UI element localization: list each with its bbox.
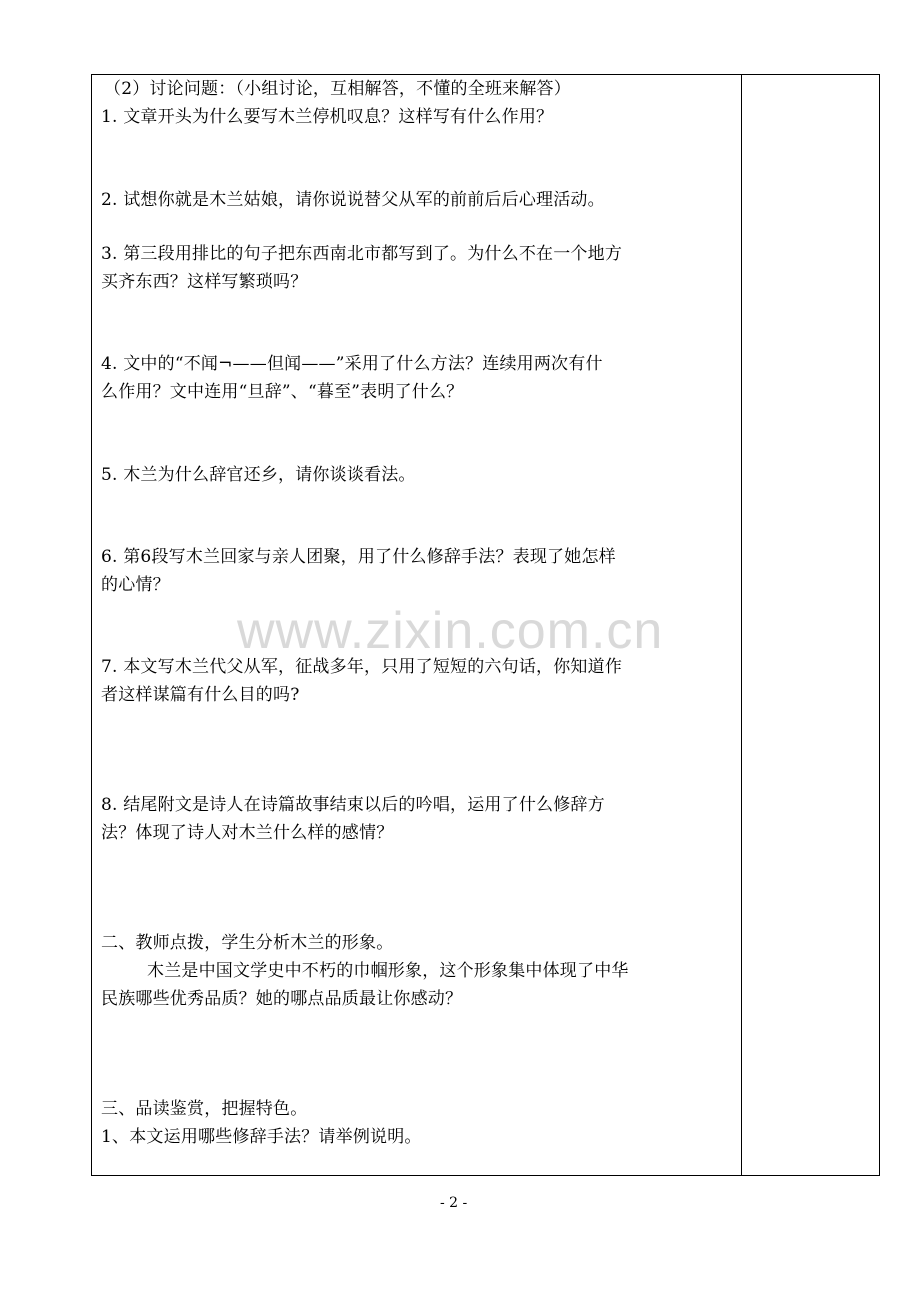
section-three-heading: 三、品读鉴赏，把握特色。	[101, 1099, 308, 1119]
watermark: www.zixin.com.cn	[237, 602, 664, 660]
page-number: - 2 -	[440, 1195, 468, 1211]
question-7-line-2: 者这样谋篇有什么目的吗?	[101, 685, 300, 705]
discussion-header: （2）讨论问题：（小组讨论，互相解答，不懂的全班来解答）	[104, 79, 571, 99]
question-4-line-1: 4. 文中的“不闻¬——但闻——”采用了什么方法？连续用两次有什	[101, 354, 603, 374]
question-7-line-1: 7. 本文写木兰代父从军，征战多年，只用了短短的六句话，你知道作	[101, 657, 623, 677]
question-6-line-1: 6. 第6段写木兰回家与亲人团聚，用了什么修辞手法？表现了她怎样	[101, 547, 616, 567]
question-4-line-2: 么作用？文中连用“旦辞”、“暮至”表明了什么？	[101, 382, 464, 402]
question-8-line-1: 8. 结尾附文是诗人在诗篇故事结束以后的吟唱，运用了什么修辞方	[101, 795, 605, 815]
column-divider	[741, 74, 742, 1176]
question-5: 5. 木兰为什么辞官还乡，请你谈谈看法。	[101, 465, 416, 485]
section-two-line-2: 民族哪些优秀品质？她的哪点品质最让你感动？	[101, 989, 463, 1009]
question-1: 1. 文章开头为什么要写木兰停机叹息？这样写有什么作用？	[101, 107, 554, 127]
question-8-line-2: 法？体现了诗人对木兰什么样的感情？	[101, 823, 394, 843]
question-3-line-2: 买齐东西？这样写繁琐吗？	[101, 272, 308, 292]
question-2: 2. 试想你就是木兰姑娘，请你说说替父从军的前前后后心理活动。	[101, 190, 605, 210]
question-3-line-1: 3. 第三段用排比的句子把东西南北市都写到了。为什么不在一个地方	[101, 244, 623, 264]
section-three-item-1: 1、本文运用哪些修辞手法？请举例说明。	[101, 1127, 422, 1147]
question-6-line-2: 的心情？	[101, 575, 170, 595]
section-two-heading: 二、教师点拨，学生分析木兰的形象。	[101, 933, 394, 953]
section-two-line-1: 木兰是中国文学史中不朽的巾帼形象，这个形象集中体现了中华	[147, 961, 629, 981]
